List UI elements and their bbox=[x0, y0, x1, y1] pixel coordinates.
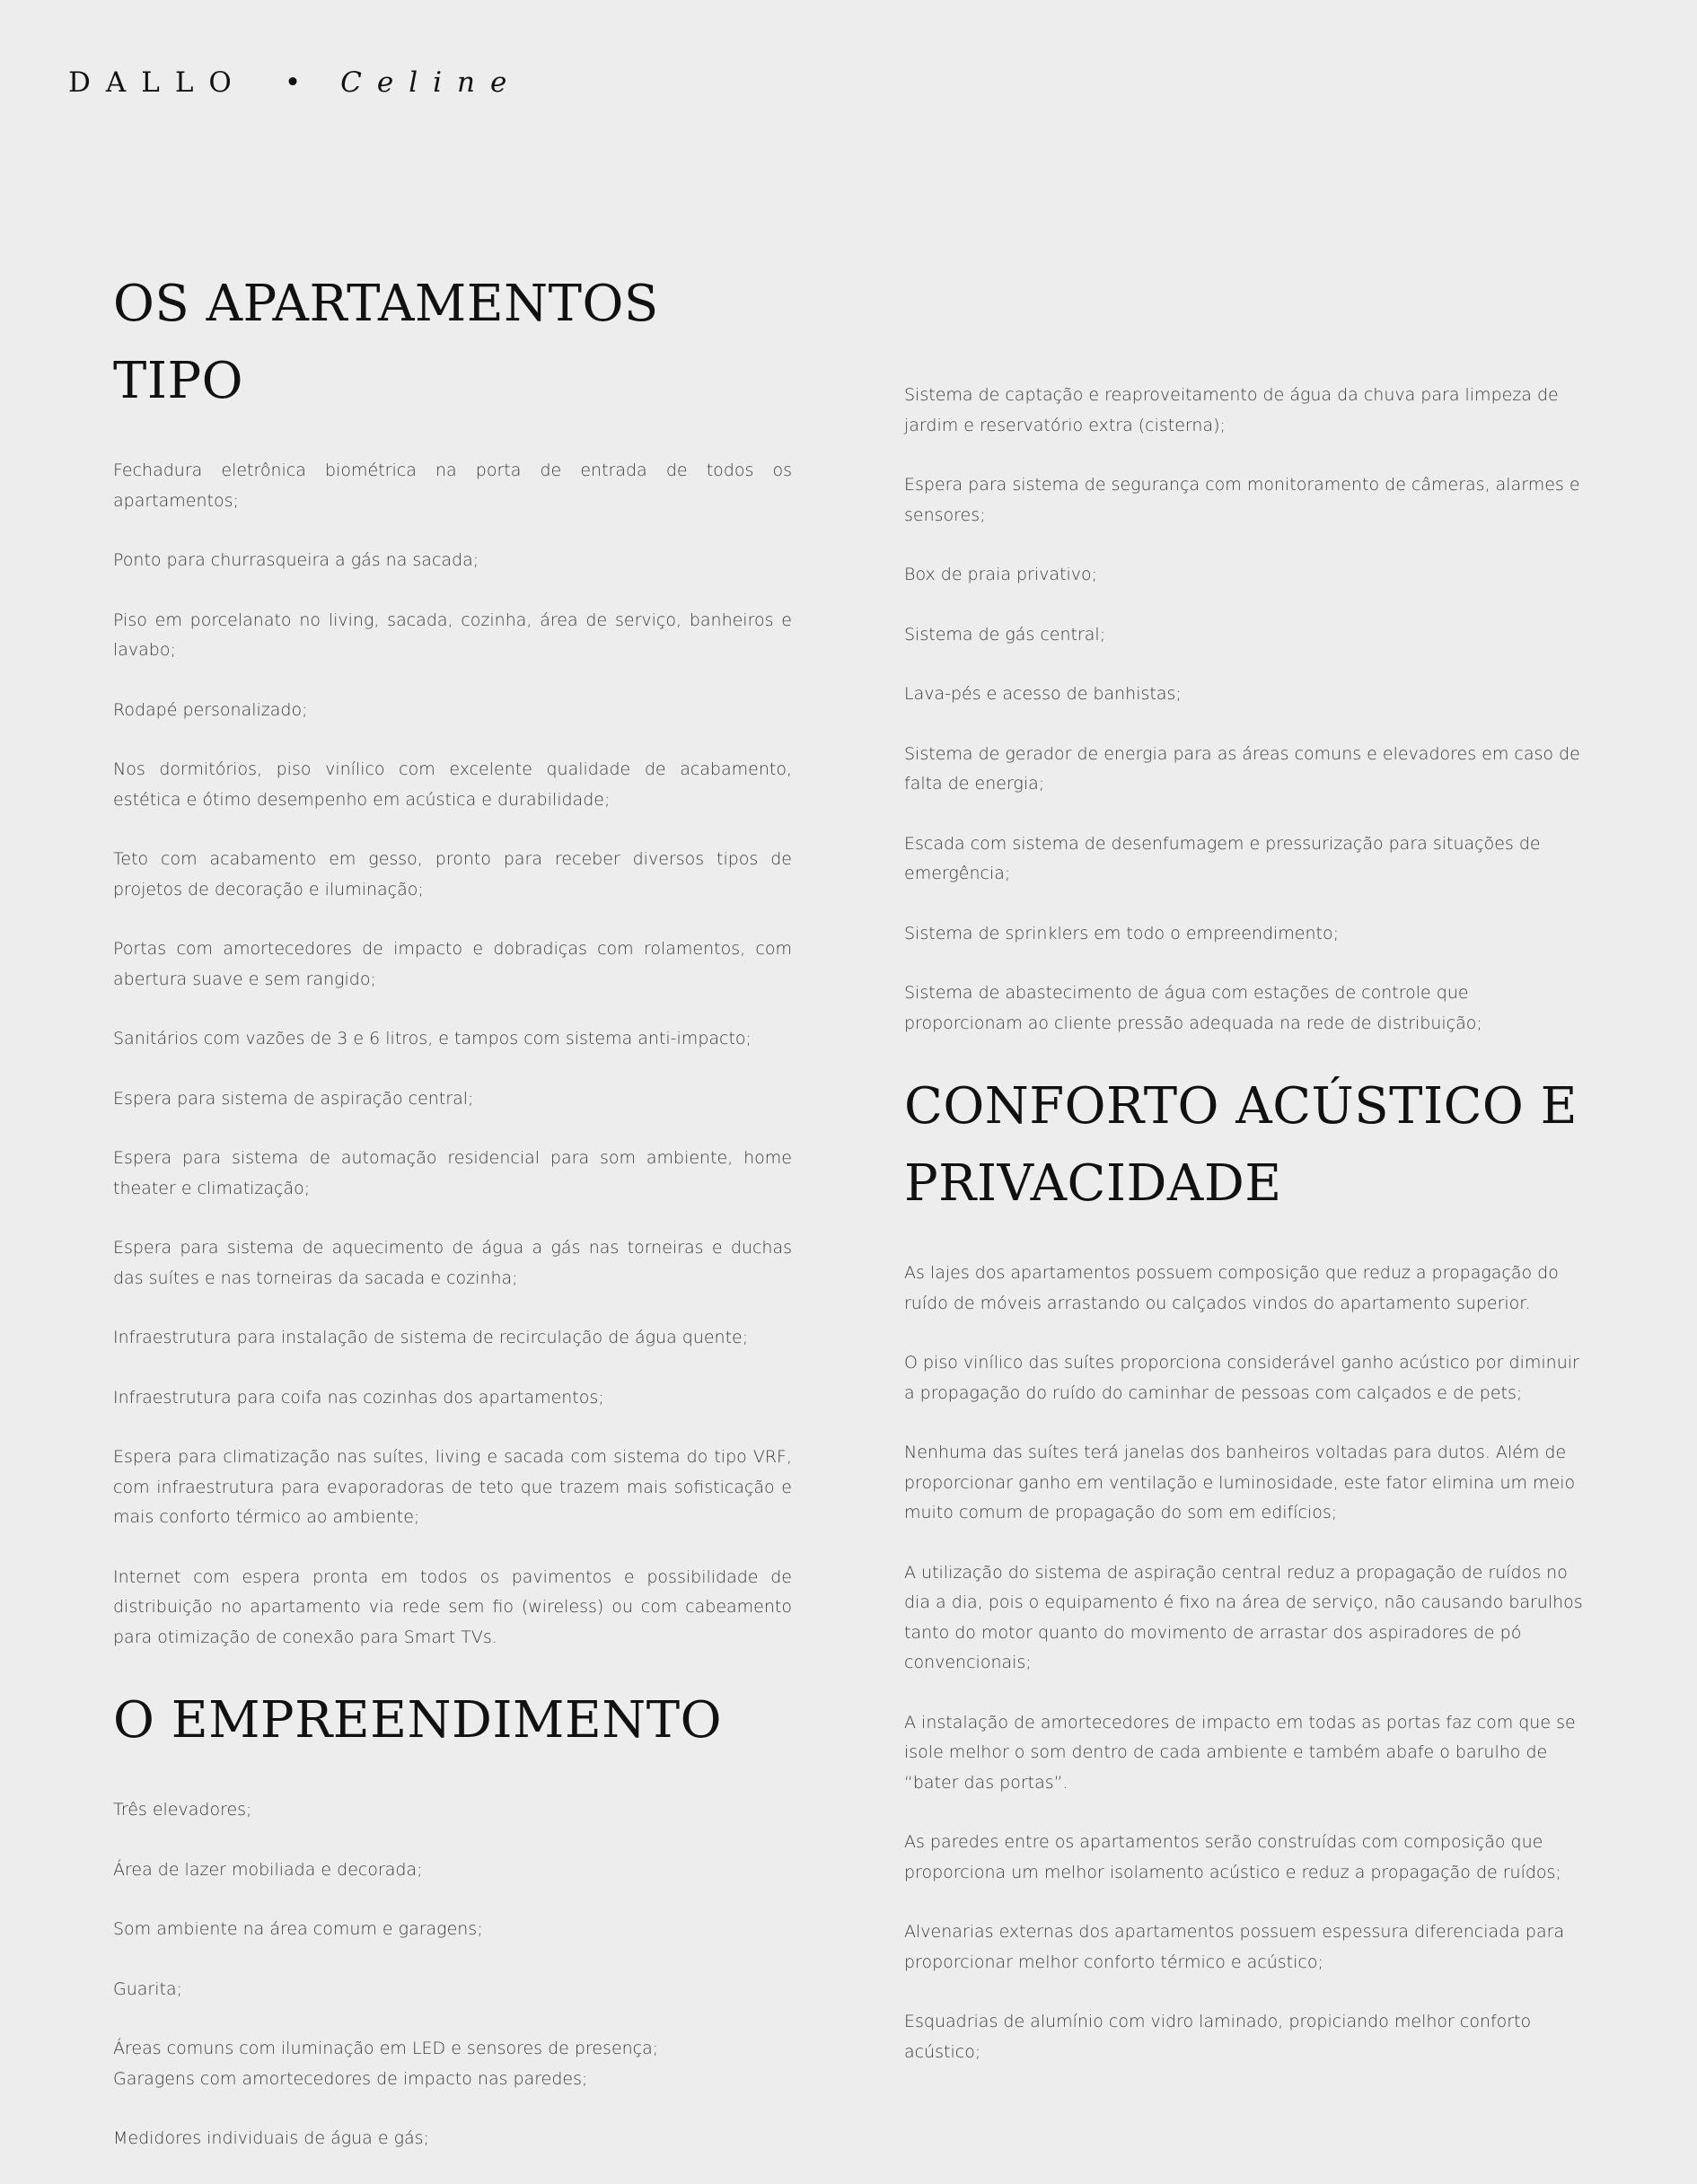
list-item: Espera para sistema de segurança com monitoramento de câmeras, alarmes e sensores; bbox=[904, 475, 1580, 525]
list-item: Sanitários com vazões de 3 e 6 litros, e tampos com sistema anti-impacto; bbox=[113, 1029, 752, 1048]
list-item: Três elevadores; bbox=[113, 1800, 252, 1820]
conforto-list bbox=[904, 1259, 1587, 2067]
list-item: Fechadura eletrônica biométrica na porta de entrada de todos os apartamentos; bbox=[113, 460, 792, 511]
list-item: Nos dormitórios, piso vinílico com excelente qualidade de acabamento, estética e ótimo desempenho em acústica e durabilidade; bbox=[113, 759, 792, 810]
list-item: O piso vinílico das suítes proporciona considerável ganho acústico por diminuir a propagação do ruído do caminhar de pessoas com calçados e de pets; bbox=[904, 1353, 1579, 1403]
list-item: As paredes entre os apartamentos serão construídas com composição que proporciona um melhor isolamento acústico e reduz a propagação de ruídos; bbox=[904, 1832, 1561, 1882]
apartamentos-list-left bbox=[113, 456, 792, 1653]
right-column bbox=[904, 381, 1587, 2097]
list-item: Medidores individuais de água e gás; bbox=[113, 2128, 429, 2148]
list-item: Alvenarias externas dos apartamentos possuem espessura diferenciada para proporcionar melhor conforto térmico e acústico; bbox=[904, 1922, 1565, 1972]
brand-name: DALLO bbox=[68, 66, 247, 99]
apartamentos-list-right bbox=[904, 381, 1587, 1039]
list-item: Espera para sistema de automação residencial para som ambiente, home theater e climatização; bbox=[113, 1148, 792, 1198]
empreendimento-list bbox=[113, 1795, 792, 2154]
list-item: Sistema de captação e reaproveitamento de água da chuva para limpeza de jardim e reservatório extra (cisterna); bbox=[904, 385, 1559, 435]
list-item: Box de praia privativo; bbox=[904, 565, 1098, 584]
list-item: Área de lazer mobiliada e decorada; bbox=[113, 1859, 423, 1880]
list-item: Esquadrias de alumínio com vidro laminado, propiciando melhor conforto acústico; bbox=[904, 2012, 1532, 2062]
list-item: Sistema de sprinklers em todo o empreendimento; bbox=[904, 923, 1339, 943]
list-item: Portas com amortecedores de impacto e dobradiças com rolamentos, com abertura suave e sem rangido; bbox=[113, 939, 792, 989]
section-title-empreendimento: O EMPREENDIMENTO bbox=[113, 1691, 723, 1750]
brand-header bbox=[68, 66, 522, 99]
list-item: Ponto para churrasqueira a gás na sacada; bbox=[113, 550, 479, 570]
left-column bbox=[113, 266, 792, 2184]
list-item: Infraestrutura para coifa nas cozinhas dos apartamentos; bbox=[113, 1387, 604, 1408]
list-item: Nenhuma das suítes terá janelas dos banheiros voltadas para dutos. Além de proporcionar ganho em ventilação e luminosidade, este fator elimina um meio muito comum de propagação do som em edifícios; bbox=[904, 1443, 1576, 1522]
list-item: A instalação de amortecedores de impacto em todas as portas faz com que se isole melhor o som dentro de cada ambiente e também abafe o barulho de “bater das portas”. bbox=[904, 1712, 1576, 1793]
list-item: Espera para sistema de aquecimento de água a gás nas torneiras e duchas das suítes e nas torneiras da sacada e cozinha; bbox=[113, 1238, 792, 1288]
list-item: As lajes dos apartamentos possuem composição que reduz a propagação do ruído de móveis arrastando ou calçados vindos do apartamento superior. bbox=[904, 1263, 1559, 1313]
list-item: Sistema de gás central; bbox=[904, 624, 1106, 645]
list-item: Teto com acabamento em gesso, pronto para receber diversos tipos de projetos de decoração e iluminação; bbox=[113, 849, 792, 899]
brand-separator: • bbox=[284, 66, 302, 99]
list-item: Rodapé personalizado; bbox=[113, 699, 308, 720]
section-title-conforto: CONFORTO ACÚSTICO E PRIVACIDADE bbox=[904, 1077, 1578, 1213]
list-item: Espera para climatização nas suítes, living e sacada com sistema do tipo VRF, com infraestrutura para evaporadoras de teto que trazem mais sofisticação e mais conforto térmico ao ambiente; bbox=[113, 1447, 792, 1527]
list-item: Lava-pés e acesso de banhistas; bbox=[904, 684, 1182, 704]
list-item: A utilização do sistema de aspiração central reduz a propagação de ruídos no dia a dia, pois o equipamento é fixo na área de serviço, não causando barulhos tanto do motor quanto do movimento de arrastar dos aspiradores de pó convencionais; bbox=[904, 1562, 1583, 1672]
list-item: Espera para sistema de aspiração central; bbox=[113, 1088, 474, 1109]
list-item: Escada com sistema de desenfumagem e pressurização para situações de emergência; bbox=[904, 833, 1541, 883]
section-title-apartamentos: OS APARTAMENTOS TIPO bbox=[113, 275, 659, 410]
list-item: Áreas comuns com iluminação em LED e sensores de presença; Garagens com amortecedores de impacto nas paredes; bbox=[113, 2039, 659, 2089]
list-item: Piso em porcelanato no living, sacada, cozinha, área de serviço, banheiros e lavabo; bbox=[113, 610, 792, 660]
list-item: Internet com espera pronta em todos os pavimentos e possibilidade de distribuição no apartamento via rede sem fio (wireless) ou com cabeamento para otimização de conexão para Smart TVs. bbox=[113, 1566, 792, 1647]
brand-subname: Celine bbox=[340, 66, 523, 99]
list-item: Sistema de gerador de energia para as áreas comuns e elevadores em caso de falta de energia; bbox=[904, 743, 1580, 794]
list-item: Infraestrutura para instalação de sistema de recirculação de água quente; bbox=[113, 1328, 749, 1347]
list-item: Sistema de abastecimento de água com estações de controle que proporcionam ao cliente pressão adequada na rede de distribuição; bbox=[904, 983, 1482, 1033]
list-item: Guarita; bbox=[113, 1978, 182, 1999]
list-item: Som ambiente na área comum e garagens; bbox=[113, 1919, 483, 1939]
